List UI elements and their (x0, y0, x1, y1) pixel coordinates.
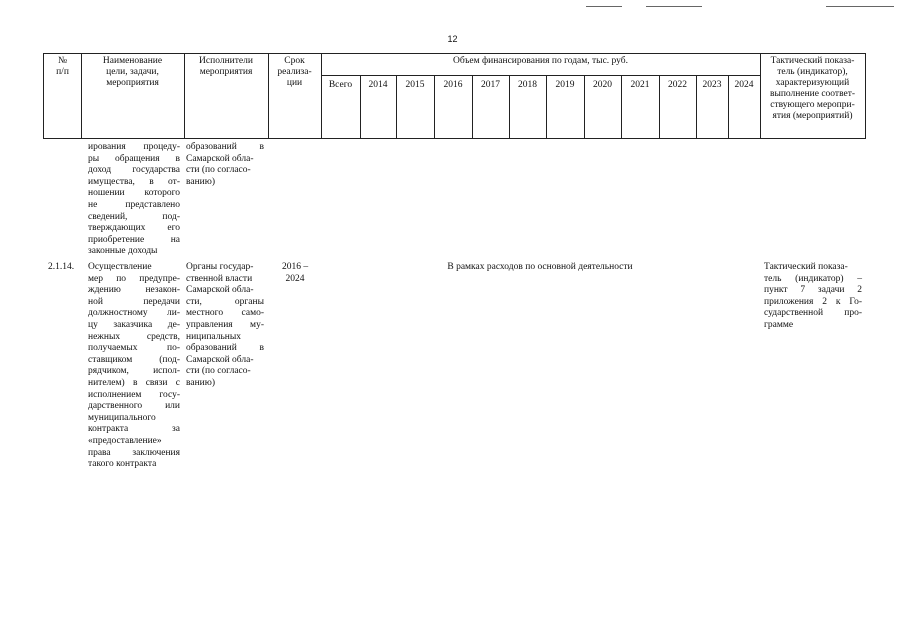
header-year: 2024 (734, 80, 754, 90)
row-funding: В рамках расходов по основной деятельности (447, 262, 633, 272)
header-year: Всего (328, 80, 353, 90)
header-executors: Исполнители мероприятия (199, 56, 253, 77)
header-year: 2023 (702, 80, 722, 90)
continued-executors: образований в Самарской обла- сти (по согласо- ванию) (186, 142, 264, 187)
row-executors: Органы государ- ственной власти Самарской обла- сти, органы местного само- управления му- ниципальных образований в Самарской обла- сти (по согласо- ванию) (186, 262, 264, 388)
scan-artifact (646, 6, 702, 7)
header-year: 2016 (443, 80, 463, 90)
header-year: 2014 (368, 80, 388, 90)
header-term: Срок реализа- ции (277, 56, 312, 88)
header-year: 2019 (555, 80, 575, 90)
header-funding-title: Объем финансирования по годам, тыс. руб. (452, 56, 628, 66)
row-term: 2016 – 2024 (281, 262, 309, 284)
scan-artifact (826, 6, 894, 7)
header-year: 2021 (630, 80, 650, 90)
header-name: Наименование цели, задачи, мероприятия (102, 56, 163, 88)
header-year: 2022 (668, 80, 687, 90)
header-year: 2020 (593, 80, 612, 90)
page-number: 12 (447, 34, 458, 44)
row-name: Осуществление мер по предупре- ждению незакон- ной передачи должностному ли- цу заказчика де- нежных средств, получаемых по- ставщиком (под- рядчиком, испол- нителем) в связи с исполнением госу- дарственного или муниципального контракта за «предоставление» права заключения такого контракта (88, 262, 180, 470)
row-number: 2.1.14. (48, 262, 75, 272)
header-indicator: Тактический показа- тель (индикатор), характеризующий выполнение соответ- ствующего меропри- ятия (мероприятий) (769, 56, 856, 121)
header-year: 2015 (405, 80, 425, 90)
row-indicator: Тактический показа- тель (индикатор) – пункт 7 задачи 2 приложения 2 к Го- сударственной про- грамме (764, 262, 862, 330)
scan-artifact (586, 6, 622, 7)
header-num: № п/п (56, 56, 69, 77)
continued-name: ирования процеду- ры обращения в доход государства имущества, в от- ношении которого не представлено сведений, под- тверждающих его приобретение на законные доходы (88, 142, 180, 257)
table-header (43, 53, 866, 139)
header-year: 2017 (481, 80, 500, 90)
header-year: 2018 (518, 80, 537, 90)
